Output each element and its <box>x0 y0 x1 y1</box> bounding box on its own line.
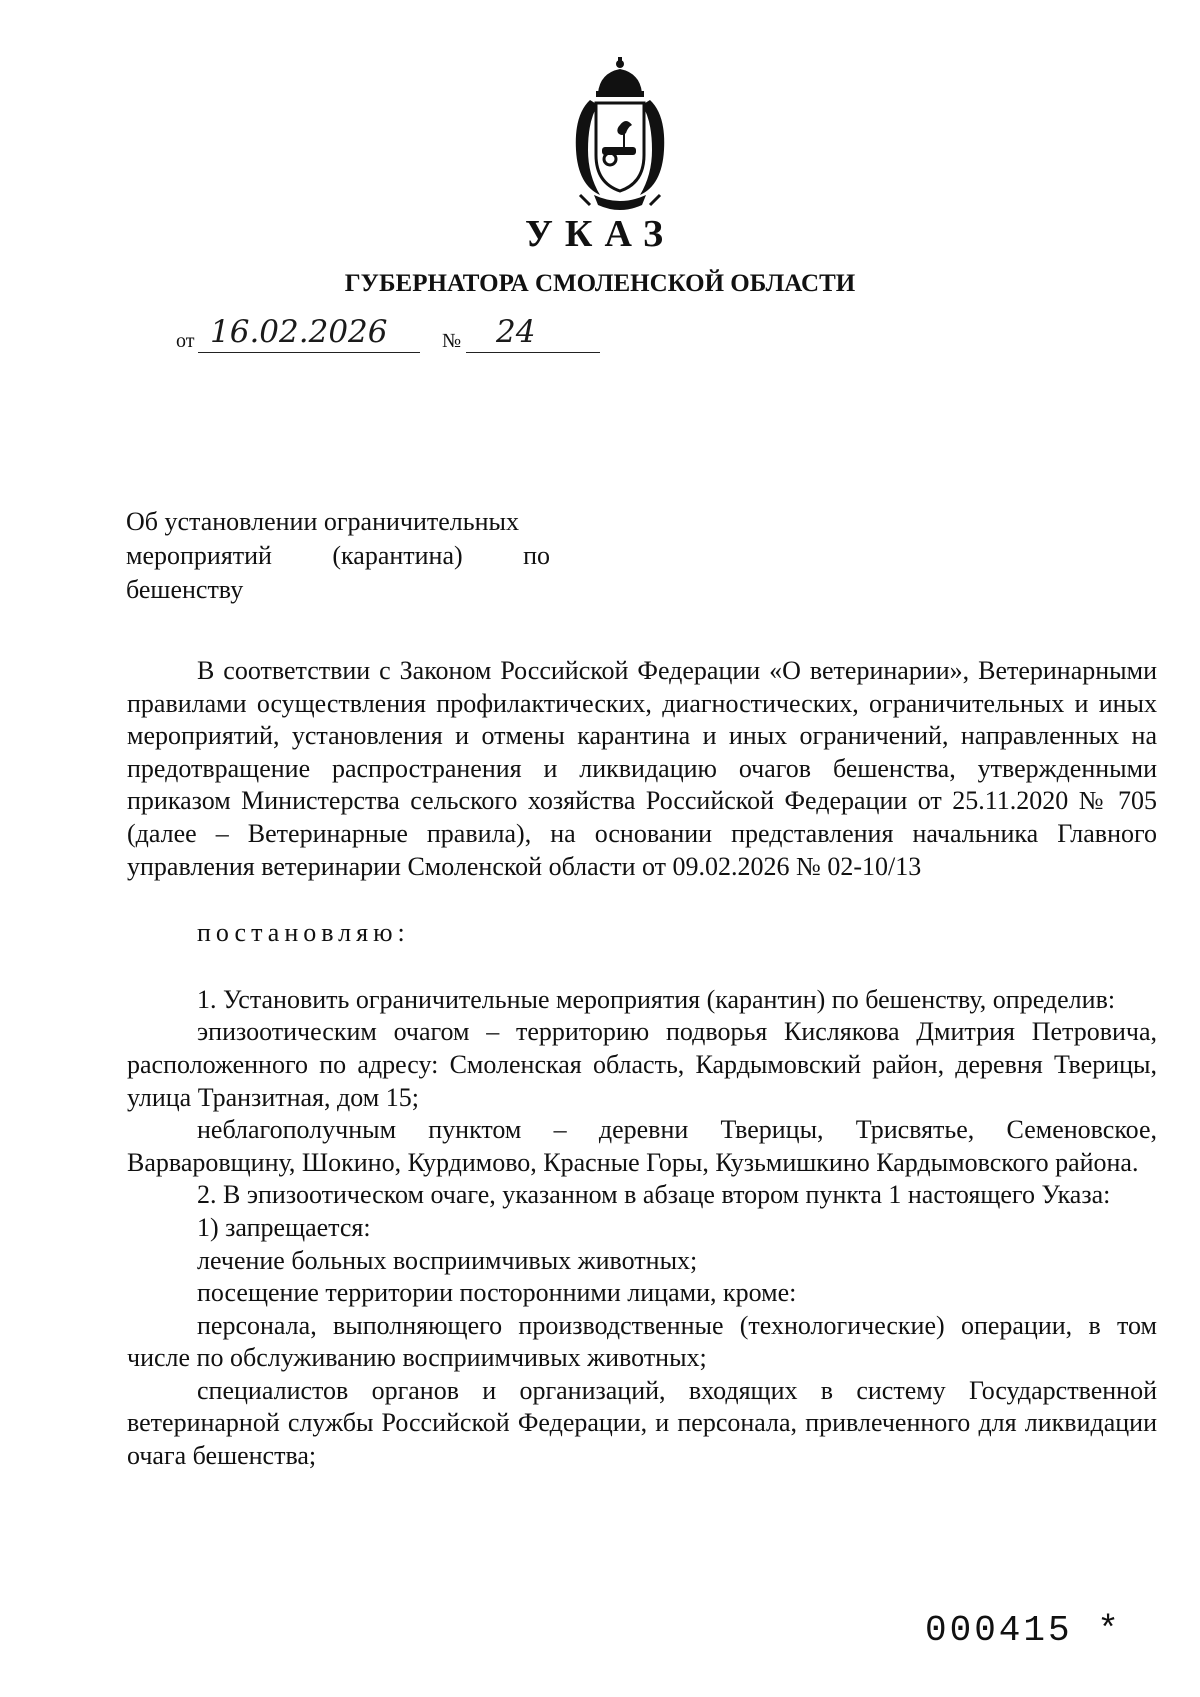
document-title: УКАЗ <box>525 213 675 255</box>
number-underline <box>466 352 600 353</box>
clause-2-item-treatment: лечение больных восприимчивых животных; <box>197 1245 698 1275</box>
clause-2-item-personnel: персонала, выполняющего производственные (технологические) операции, в том числе по обслуживанию восприимчивых животных; <box>127 1310 1157 1373</box>
number-handwritten: 24 <box>496 314 536 350</box>
document-body <box>127 655 1157 1473</box>
document-issuer: ГУБЕРНАТОРА СМОЛЕНСКОЙ ОБЛАСТИ <box>344 270 856 297</box>
document-subject <box>126 505 550 607</box>
decree-word: постановляю: <box>197 918 410 948</box>
subject-line-2: мероприятий (карантина) по <box>126 541 550 570</box>
date-underline <box>198 352 420 353</box>
form-serial-number: 000415 * <box>925 1610 1122 1651</box>
clause-1: 1. Установить ограничительные мероприятия (карантин) по бешенству, определив: <box>197 984 1116 1014</box>
clause-2-sub-1: 1) запрещается: <box>197 1212 371 1242</box>
coat-of-arms-emblem <box>560 55 680 215</box>
clause-2-item-specialists: специалистов органов и организаций, входящих в систему Государственной ветеринарной службы Российской Федерации, и персонала, привлеченного для ликвидации очага бешенства; <box>127 1375 1157 1471</box>
clause-2-item-visits: посещение территории посторонними лицами, кроме: <box>197 1278 797 1308</box>
preamble-paragraph: В соответствии с Законом Российской Федерации «О ветеринарии», Ветеринарными правилами осуществления профилактических, диагностических, ограничительных и иных мероприятий, установления и отмены карантина и иных ограничений, направленных на предотвращение распространения и ликвидацию очагов бешенства, утвержденными приказом Министерства сельского хозяйства Российской Федерации от 25.11.2020 № 705 (далее – Ветеринарные правила), на основании представления начальника Главного управления ветеринарии Смоленской области от 09.02.2026 № 02-10/13 <box>127 656 1157 881</box>
clause-1-focus: эпизоотическим очагом – территорию подворья Кислякова Дмитрия Петровича, расположенного по адресу: Смоленская область, Кардымовский район, деревня Тверицы, улица Транзитная, дом 15; <box>127 1017 1157 1112</box>
date-label: от <box>176 330 195 352</box>
clause-2: 2. В эпизоотическом очаге, указанном в абзаце втором пункта 1 настоящего Указа: <box>197 1180 1111 1210</box>
subject-line-1: Об установлении ограничительных <box>126 507 520 536</box>
number-label: № <box>442 330 462 352</box>
subject-line-3: бешенству <box>126 575 244 604</box>
date-handwritten: 16.02.2026 <box>210 314 388 350</box>
clause-1-point: неблагополучным пунктом – деревни Тверицы, Трисвятье, Семеновское, Варваровщину, Шокино, Курдимово, Красные Горы, Кузьмишкино Кардымовского района. <box>127 1115 1157 1177</box>
